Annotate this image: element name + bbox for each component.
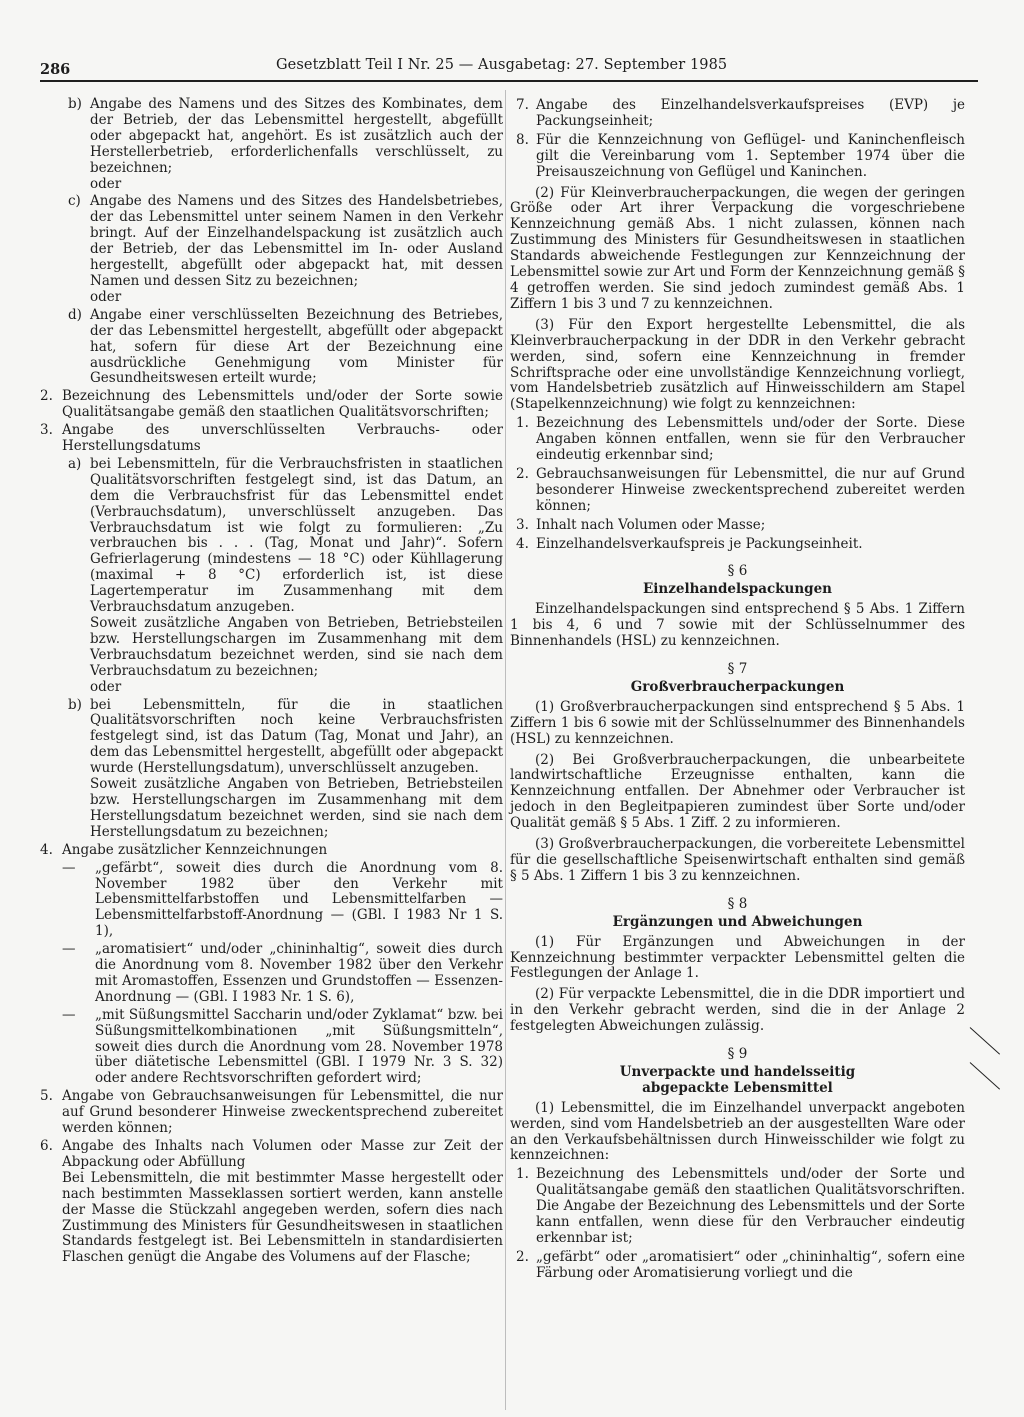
- dash-item: — „aromatisiert“ und/oder „chininhaltig“, soweit dies durch die Anordnung vom 8. November 1982 über den Verkehr mit Aromastoffen, Essenzen und Grundstoffen — Essenzen-Anordnung — (GBl. I 1983 Nr. 1 S. 6),: [62, 941, 503, 1005]
- section-number: § 6: [727, 563, 748, 580]
- section-heading: abgepackte Lebensmittel: [642, 1079, 833, 1096]
- list-item-7: 7. Angabe des Einzelhandelsverkaufspreises (EVP) je Packungseinheit;: [516, 97, 965, 129]
- section-heading: Großverbraucherpackungen: [630, 678, 845, 695]
- list-item-6: 6. Angabe des Inhalts nach Volumen oder Masse zur Zeit der Abpackung oder Abfüllung Bei Lebensmitteln, die mit bestimmter Masse hergestellt oder nach bestimmten Masseklassen sortiert werden, kann anstelle der Masse die Stückzahl angegeben werden, sofern dies nach Zustimmung des Ministers für Gesundheitswesen in staatlichen Standards festgelegt ist. Bei Lebensmitteln in standardisierten Flaschen genügt die Angabe des Volumens auf der Flasche;: [40, 1138, 503, 1266]
- dash-item: — „mit Süßungsmittel Saccharin und/oder Zyklamat“ bzw. bei Süßungsmittelkombinationen „mit Süßungsmitteln“, soweit dies durch die Anordnung vom 28. November 1978 über diätetische Lebensmittel (GBl. I 1979 Nr. 3 S. 32) oder andere Rechtsvorschriften gefordert wird;: [62, 1006, 503, 1087]
- paragraph: (2) Bei Großverbraucherpackungen, die unbearbeitete landwirtschaftliche Erzeugnisse enthalten, kann die Kennzeichnung entfallen. Der Abnehmer oder Verbraucher ist jedoch in den Begleitpapieren zumindest über Sorte und/oder Qualität gemäß § 5 Abs. 1 Ziff. 2 zu informieren.: [510, 751, 965, 832]
- list-item: 3. Inhalt nach Volumen oder Masse;: [516, 516, 766, 533]
- margin-mark: [970, 1027, 1000, 1055]
- section-number: § 7: [727, 661, 748, 677]
- list-item-3a: a) bei Lebensmitteln, für die Verbrauchsfristen in staatlichen Qualitätsvorschriften festgelegt sind, ist das Datum, an dem die Verbrauchsfrist für das Lebensmittel endet (Verbrauchsdatum), unverschlüsselt anzugeben. Das Verbrauchsdatum ist wie folgt zu formulieren: „Zu verbrauchen bis . . . (Tag, Monat und Jahr)“. Sofern Gefrierlagerung (mindestens — 18 °C) oder Kühllagerung (maximal + 8 °C) erforderlich ist, ist diese Lagertemperatur im Zusammenhang mit dem Verbrauchsdatum anzugeben. Soweit zusätzliche Angaben von Betrieben, Betriebsteilen bzw. Herstellungschargen im Zusammenhang mit dem Verbrauchsdatum bezeichnet werden, sind sie nach dem Verbrauchsdatum zu bezeichnen; oder: [68, 455, 503, 695]
- list-item-c: c) Angabe des Namens und des Sitzes des Handelsbetriebes, der das Lebensmittel unter seinem Namen in den Verkehr bringt. Auf der Einzelhandelspackung ist zusätzlich auch der Betrieb, der das Lebensmittel im In- oder Ausland hergestellt, abgefüllt oder abgepackt hat, mit dessen Namen und dessen Sitz zu bezeichnen; oder: [68, 193, 503, 305]
- left-column: [40, 95, 503, 1267]
- section-heading: Einzelhandelspackungen: [643, 581, 832, 598]
- list-item-5: 5. Angabe von Gebrauchsanweisungen für Lebensmittel, die nur auf Grund besonderer Hinweise zweckentsprechend zubereitet werden können;: [40, 1088, 503, 1137]
- list-item-d: d) Angabe einer verschlüsselten Bezeichnung des Betriebes, der das Lebensmittel hergestellt, abgefüllt oder abgepackt hat, sofern für diese Art der Bezeichnung eine ausdrückliche Genehmigung vom Minister für Gesundheitswesen erteilt wurde;: [68, 306, 503, 387]
- section-heading: Ergänzungen und Abweichungen: [612, 913, 863, 930]
- page-number: 286: [40, 61, 71, 78]
- right-column: [510, 95, 965, 1285]
- column-divider: [505, 90, 506, 1410]
- list-item-8: 8. Für die Kennzeichnung von Geflügel- und Kaninchenfleisch gilt die Vereinbarung vom 1. September 1974 über die Preisauszeichnung von Geflügel und Kaninchen.: [516, 131, 965, 180]
- paragraph: (2) Für Kleinverbraucherpackungen, die wegen der geringen Größe oder Art ihrer Verpackung die vorgeschriebene Kennzeichnung gemäß Abs. 1 nicht zulassen, können nach Zustimmung des Ministers für Gesundheitswesen in staatlichen Standards abweichende Festlegungen zur Kennzeichnung der Lebensmittel sowie zur Art und Form der Kennzeichnung gemäß § 4 getroffen werden. Sie sind jedoch zumindest gemäß Abs. 1 Ziffern 1 bis 3 und 7 zu kennzeichnen.: [510, 184, 965, 312]
- section-number: § 8: [727, 895, 748, 912]
- running-head: Gesetzblatt Teil I Nr. 25 — Ausgabetag: 27. September 1985: [276, 57, 728, 73]
- section-number: § 9: [727, 1046, 748, 1063]
- section-heading: Unverpackte und handelsseitig: [619, 1063, 856, 1080]
- list-item: 2. „gefärbt“ oder „aromatisiert“ oder „chininhaltig“, sofern eine Färbung oder Aromatisierung vorliegt und die: [516, 1248, 965, 1281]
- list-item: 2. Gebrauchsanweisungen für Lebensmittel, die nur auf Grund besonderer Hinweise zweckentsprechend zubereitet werden können;: [516, 465, 965, 514]
- list-item: 1. Bezeichnung des Lebensmittels und/oder der Sorte. Diese Angaben können entfallen, wenn sie für den Verbraucher eindeutig erkennbar sind;: [516, 415, 965, 464]
- list-item-2: 2. Bezeichnung des Lebensmittels und/oder der Sorte sowie Qualitätsangabe gemäß den staatlichen Qualitätsvorschriften;: [40, 388, 503, 421]
- paragraph: (3) Für den Export hergestellte Lebensmittel, die als Kleinverbraucherpackung in der DDR in den Verkehr gebracht werden, sind, sofern eine Kennzeichnung in fremder Schriftsprache oder eine unvollständige Kennzeichnung vorliegt, vom Handelsbetrieb zusätzlich auf Hinweisschildern am Stapel (Stapelkennzeichnung) wie folgt zu kennzeichnen:: [510, 316, 965, 413]
- paragraph: (1) Lebensmittel, die im Einzelhandel unverpackt angeboten werden, sind vom Handelsbetrieb an der ausgestellten Ware oder an den Verkaufsbehältnissen durch Hinweisschilder wie folgt zu kennzeichnen:: [510, 1099, 965, 1164]
- paragraph: (1) Großverbraucherpackungen sind entsprechend § 5 Abs. 1 Ziffern 1 bis 6 sowie mit der Schlüsselnummer des Binnenhandels (HSL) zu kennzeichnen.: [510, 698, 965, 747]
- list-item: 4. Einzelhandelsverkaufspreis je Packungseinheit.: [516, 535, 863, 552]
- paragraph: (1) Für Ergänzungen und Abweichungen in der Kennzeichnung bestimmter verpackter Lebensmittel gelten die Festlegungen der Anlage 1.: [510, 933, 965, 982]
- paragraph: (2) Für verpackte Lebensmittel, die in die DDR importiert und in den Verkehr gebracht werden, sind die in der Anlage 2 festgelegten Abweichungen zulässig.: [510, 986, 965, 1035]
- list-item-3: 3. Angabe des unverschlüsselten Verbrauchs- oder Herstellungsdatums: [40, 422, 503, 455]
- paragraph: Einzelhandelspackungen sind entsprechend § 5 Abs. 1 Ziffern 1 bis 4, 6 und 7 sowie mit der Schlüsselnummer des Binnenhandels (HSL) zu kennzeichnen.: [510, 601, 965, 650]
- list-item-4: 4. Angabe zusätzlicher Kennzeichnungen: [40, 841, 328, 858]
- list-item-3b: b) bei Lebensmitteln, für die in staatlichen Qualitätsvorschriften noch keine Verbrauchsfristen festgelegt sind, ist das Datum (Tag, Monat und Jahr), an dem das Lebensmittel hergestellt, abgefüllt oder abgepackt wurde (Herstellungsdatum), unverschlüsselt anzugeben. Soweit zusätzliche Angaben von Betrieben, Betriebsteilen bzw. Herstellungschargen im Zusammenhang mit dem Herstellungsdatum bezeichnet werden, sind sie nach dem Herstellungsdatum zu bezeichnen;: [68, 696, 503, 840]
- list-item-b: b) Angabe des Namens und des Sitzes des Kombinates, dem der Betrieb, der das Lebensmittel hergestellt, abgefüllt oder abgepackt hat, angehört. Es ist zusätzlich auch der Herstellerbetrieb, erforderlichenfalls verschlüsselt, zu bezeichnen; oder: [68, 96, 503, 192]
- header-rule: [40, 80, 978, 82]
- paragraph: (3) Großverbraucherpackungen, die vorbereitete Lebensmittel für die gesellschaftliche Speisenwirtschaft enthalten sind gemäß § 5 Abs. 1 Ziffern 1 bis 3 zu kennzeichnen.: [510, 836, 965, 884]
- list-item: 1. Bezeichnung des Lebensmittels und/oder der Sorte und Qualitätsangabe gemäß den staatlichen Qualitätsvorschriften. Die Angabe der Bezeichnung des Lebensmittels und der Sorte kann entfallen, wenn diese für den Verbraucher eindeutig erkennbar ist;: [516, 1166, 965, 1246]
- dash-item: — „gefärbt“, soweit dies durch die Anordnung vom 8. November 1982 über den Verkehr mit Lebensmittelfarbstoffen und Lebensmittelfarben — Lebensmittelfarbstoff-Anordnung — (GBl. I 1983 Nr 1 S. 1),: [62, 859, 503, 940]
- margin-mark: [970, 1062, 1000, 1090]
